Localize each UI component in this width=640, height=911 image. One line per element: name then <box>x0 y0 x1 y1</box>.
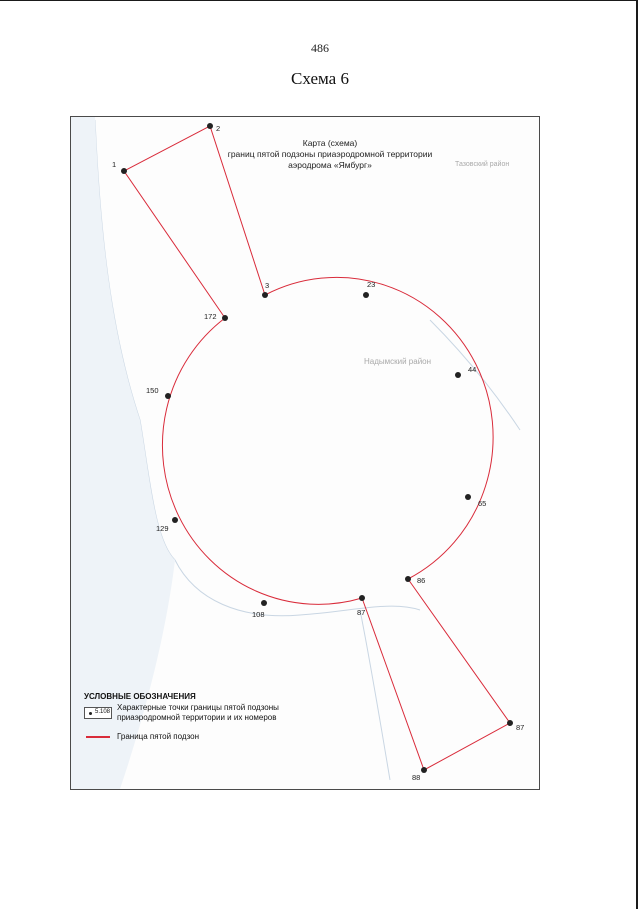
point-150 <box>165 393 171 399</box>
point-172 <box>222 315 228 321</box>
point-icon <box>89 712 92 715</box>
map-title-line: Карта (схема) <box>302 138 358 148</box>
map-title <box>215 138 445 171</box>
legend-point-sample-label: 5.108 <box>95 709 111 715</box>
point-3 <box>262 292 268 298</box>
boundary-south-corridor <box>362 579 510 770</box>
river-2 <box>430 320 520 430</box>
point-87-east <box>507 720 513 726</box>
legend-boundary-line-icon <box>86 736 110 738</box>
point-1 <box>121 168 127 174</box>
point-label: 2 <box>216 124 221 133</box>
legend-point-sample <box>84 707 112 719</box>
point-86 <box>405 576 411 582</box>
point-label: 86 <box>417 576 426 585</box>
point-label: 44 <box>468 365 477 374</box>
point-2 <box>207 123 213 129</box>
terrain-fill <box>71 117 175 789</box>
terrain <box>95 120 520 780</box>
point-label: 129 <box>156 524 169 533</box>
point-labels <box>112 124 524 782</box>
subzone-boundary <box>124 126 510 770</box>
point-108 <box>261 600 267 606</box>
map-title-line: аэродрома «Ямбург» <box>288 160 372 170</box>
sea-area <box>71 117 175 789</box>
point-label: 150 <box>146 386 159 395</box>
scheme-title: Схема 6 <box>291 69 349 88</box>
legend-line-description: Граница пятой подзон <box>117 732 200 741</box>
point-label: 87 <box>516 723 525 732</box>
point-label: 23 <box>367 280 376 289</box>
point-88 <box>421 767 427 773</box>
point-label: 172 <box>204 312 217 321</box>
legend-point-description: Характерные точки границы пятой подзоны приаэродромной территории и их номеров <box>117 703 279 722</box>
point-label: 88 <box>412 773 421 782</box>
point-label: 1 <box>112 160 117 169</box>
point-label: 87 <box>357 608 366 617</box>
district-label-tazovsky: Тазовский район <box>455 161 510 168</box>
point-label: 3 <box>265 281 270 290</box>
point-label: 108 <box>252 610 265 619</box>
legend-title: УСЛОВНЫЕ ОБОЗНАЧЕНИЯ <box>84 692 196 701</box>
point-label: 65 <box>478 499 487 508</box>
point-87 <box>359 595 365 601</box>
point-23 <box>363 292 369 298</box>
point-44 <box>455 372 461 378</box>
district-label-nadymsky: Надымский район <box>364 357 432 366</box>
map-title-line: границ пятой подзоны приаэродромной территории <box>227 149 433 159</box>
point-65 <box>465 494 471 500</box>
boundary-circle <box>162 277 493 604</box>
page-number: 486 <box>311 41 329 55</box>
boundary-points <box>121 123 513 773</box>
point-129 <box>172 517 178 523</box>
